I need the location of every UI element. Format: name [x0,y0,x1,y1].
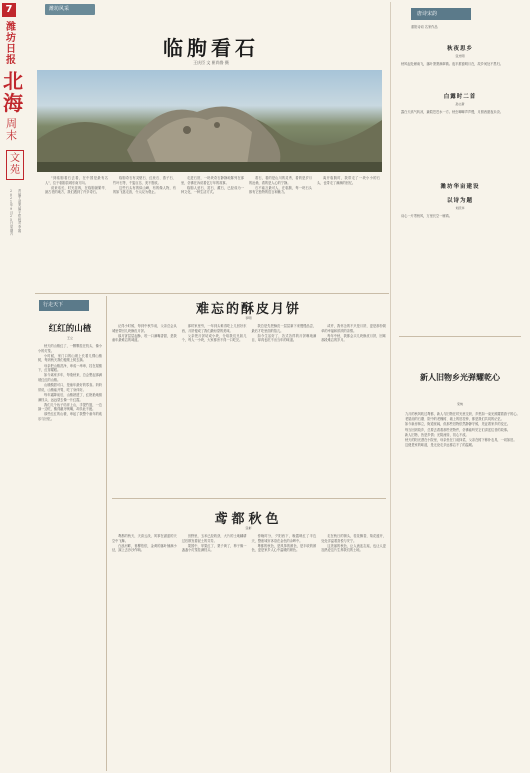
paper-name: 潍坊日报 [6,22,16,66]
mid-author-1: 李明 [245,316,252,320]
mid-divider [112,498,386,499]
mid-para-1: 记得小时候，每到中秋节前，父亲总会从城里带回几块酥皮月饼。 [112,324,177,333]
top-author: 王庆臣 文 崔尚鲁 摄 [193,60,229,65]
poem-2-lines: 露白天高气转凉，蒹葭苍苍水一方。秋虫唧唧声声慢，月照西窗夜未央。 [401,110,503,114]
supplement-big: 北海 [3,69,23,115]
left-para-1: 秋天的山楂红了，一颗颗挂在枝头，像小小的灯笼。 [38,344,102,353]
sidebar-bottom-author: 宋纯 [456,402,463,406]
poem-2-title: 白露时二首 [443,94,477,100]
mid-body-1: 记得小时候，每到中秋节前，父亲总会从城里带回几块酥皮月饼。 那月饼层层起酥，咬一口满嘴香甜，是我童年最难忘的味道。 那时家里穷，一年到头难得吃上几回好东西，月饼便成了我们最盼望的美味。 父亲把月饼切成小块，分给我们兄妹几个，每人一小块，大家都舍不得一口吃完。 我总是先把酥皮一层层剥下来慢慢品尝，最后才吃里面的馅儿。 如今生活好了，各式各样的月饼琳琅满目，却再也吃不出当年的味道。 或许，我怀念的不只是月饼，更是那份简单的幸福和浓浓的亲情。 每年中秋，我都会买几块酥皮月饼，回味那段难忘的岁月。 [112,324,386,343]
poem-3-title: 潍坊华亩建设 [440,184,480,190]
left-article [35,296,105,771]
left-divider [106,296,107,771]
mid-title-1: 难忘的酥皮月饼 [195,302,301,317]
middle-section [108,296,389,771]
sidebar-bottom-title: 新人旧物乡光弹耀乾心 [420,372,500,382]
stone-photo [37,70,382,172]
sidebar-bottom-body: 九月的秋风吹过鸢都，新人与旧物在时光里交织，乡愁如一束光照耀着游子的心。 老屋前的石磨、院中的老槐树、墙上的旧挂钟，都是我们共同的记忆。 如今新房林立，街道宽阔，但那些旧物依然静静守候，见证着家乡的变迁。 每当回到故乡，总要去看看那些老物件，仿佛能听见它们讲述往昔的故事。 新人旧物，皆是乡情；光阴流转，初心不改。 秋天的阳光洒在小院里，母亲坐在门前择菜，父亲在树下修补农具，一切如旧。 这便是家的味道，是无论走多远都忘不了的温暖。 [405,412,520,448]
page-title: 临朐看石 [163,36,259,60]
section-label: 文苑 [6,150,24,180]
right-sidebar [390,2,529,772]
poem-1-lines: 秋风起处雁南飞，落叶萧萧满翠微。夜半推窗明月在，故乡何处不思归。 [401,62,503,66]
mid-para-2: 那月饼层层起酥，咬一口满嘴香甜，是我童年最难忘的味道。 [112,333,177,343]
left-body: 秋天的山楂红了，一颗颗挂在枝头，像小小的灯笼。 小时候，家门口的山坡上长着几棵山楂树，每到秋天我们便爬上树去摘。 母亲把山楂洗净，串成一串串，挂在屋檐下，红得耀眼。 如今离家多年，每逢秋来，总会想起那满坡红红的山楂。 山楂酸甜可口，是童年最好的零食。奶奶常说，山楂能开胃，吃了身体好。 每年霜降前后，山楂熟透了，红艳艳地缀满枝头，远远望去像一片红霞。 我们几个孩子结伴上山，手提竹篮，一边摘一边吃，酸得龇牙咧嘴，却乐此不疲。 那些红红的山楂，串起了我整个童年的欢乐与回忆。 [38,344,102,422]
left-para-2: 小时候，家门口的山坡上长着几棵山楂树，每到秋天我们便爬上树去摘。 [38,353,102,363]
poem-2-author: 孙立新 [455,102,465,106]
poem-4-author: 刘庆华 [455,206,465,210]
mid-author-2: 张彬 [245,526,252,530]
feature-tag-text: 潍坊风采 [49,6,70,12]
sidebar-tag-text: 唐诗宋韵 [417,11,438,17]
left-author: 王立 [66,336,73,340]
mid-body-2: 鸢都的秋天，天高云淡，风筝在湛蓝的天空中飞舞。 白浪河畔，垂柳依依，金黄的落叶铺满小径，踩上去沙沙作响。 田野里，玉米已经收获，大片的土地翻耕过后散发着泥土的芬芳。 果园中，苹果红了，梨子黄了，柿子像一盏盏小灯笼挂满枝头。 傍晚时分，夕阳西下，晚霞映红了半边天，整座城市沐浴在金色的余晖中。 鸢都的秋色，是风筝的颜色，是丰收的颜色，更是家乡人心中温暖的颜色。 走在秋日的街头，桂花飘香，菊花盛开，处处洋溢着喜悦与安宁。 这美丽的秋色，让人流连忘返，也让人更加热爱这片生养我们的土地。 [112,534,386,553]
left-para-4: 如今离家多年，每逢秋来，总会想起那满坡红红的山楂。 [38,373,102,382]
top-article-body: "到临朐看石去看，在中国是最有名人"，位于临朐县城东南方向。 说来话长，时光荏苒，在临朐最繁华、最古老的地方，我们遇到了许多奇石。 临朐奇石有灵壁石、红丝石、燕子石、竹叶石等，千姿百态，美不胜收。 这些石头有的似山峰，有的像人物，有的如飞禽走兽，令人叹为观止。 走进石馆，一块块奇石静静地陈列在那里，仿佛在诉说着亿万年的故事。 临朐人爱石、赏石、藏石，已经成为一种文化，一种生活方式。 看石，看的是山川的灵秀，看的是岁月的沧桑，看的是人心的宁静。 石不能言最可人，在临朐，每一块石头都有它独特的语言和魅力。 离开临朐时，我带走了一块小小的石头，也带走了满满的回忆。 [45,176,380,195]
poem-4-lines: 诗心一片寄秋风，万里长空一雁鸿。 [401,214,452,218]
left-tag-text: 行走天下 [43,302,64,308]
poem-1-title: 秋夜思乡 [446,46,473,52]
top-divider [35,293,389,294]
editor-line: 责编 王萍 美编 王佳 校对 李娟 [18,189,22,233]
mid-title-2: 鸢都秋色 [214,512,283,527]
poem-1-author: 张光明 [455,54,465,58]
poem-4-title: 以诗为题 [446,198,473,204]
sidebar-divider [399,336,521,337]
date-line: 2021年9月25日 星期六 [10,189,14,237]
left-title: 红红的山楂 [48,324,92,334]
page-number: 7 [2,3,16,17]
sidebar-sub: 重阳诗词 名家作品 [411,25,438,29]
masthead [0,0,34,773]
mid-para-3: 鸢都的秋天，天高云淡，风筝在湛蓝的天空中飞舞。 [112,534,177,543]
stone-photo-art [37,70,382,172]
left-para-3: 母亲把山楂洗净，串成一串串，挂在屋檐下，红得耀眼。 [38,363,102,373]
supplement-small: 周末 [6,117,17,142]
top-article [35,2,387,292]
